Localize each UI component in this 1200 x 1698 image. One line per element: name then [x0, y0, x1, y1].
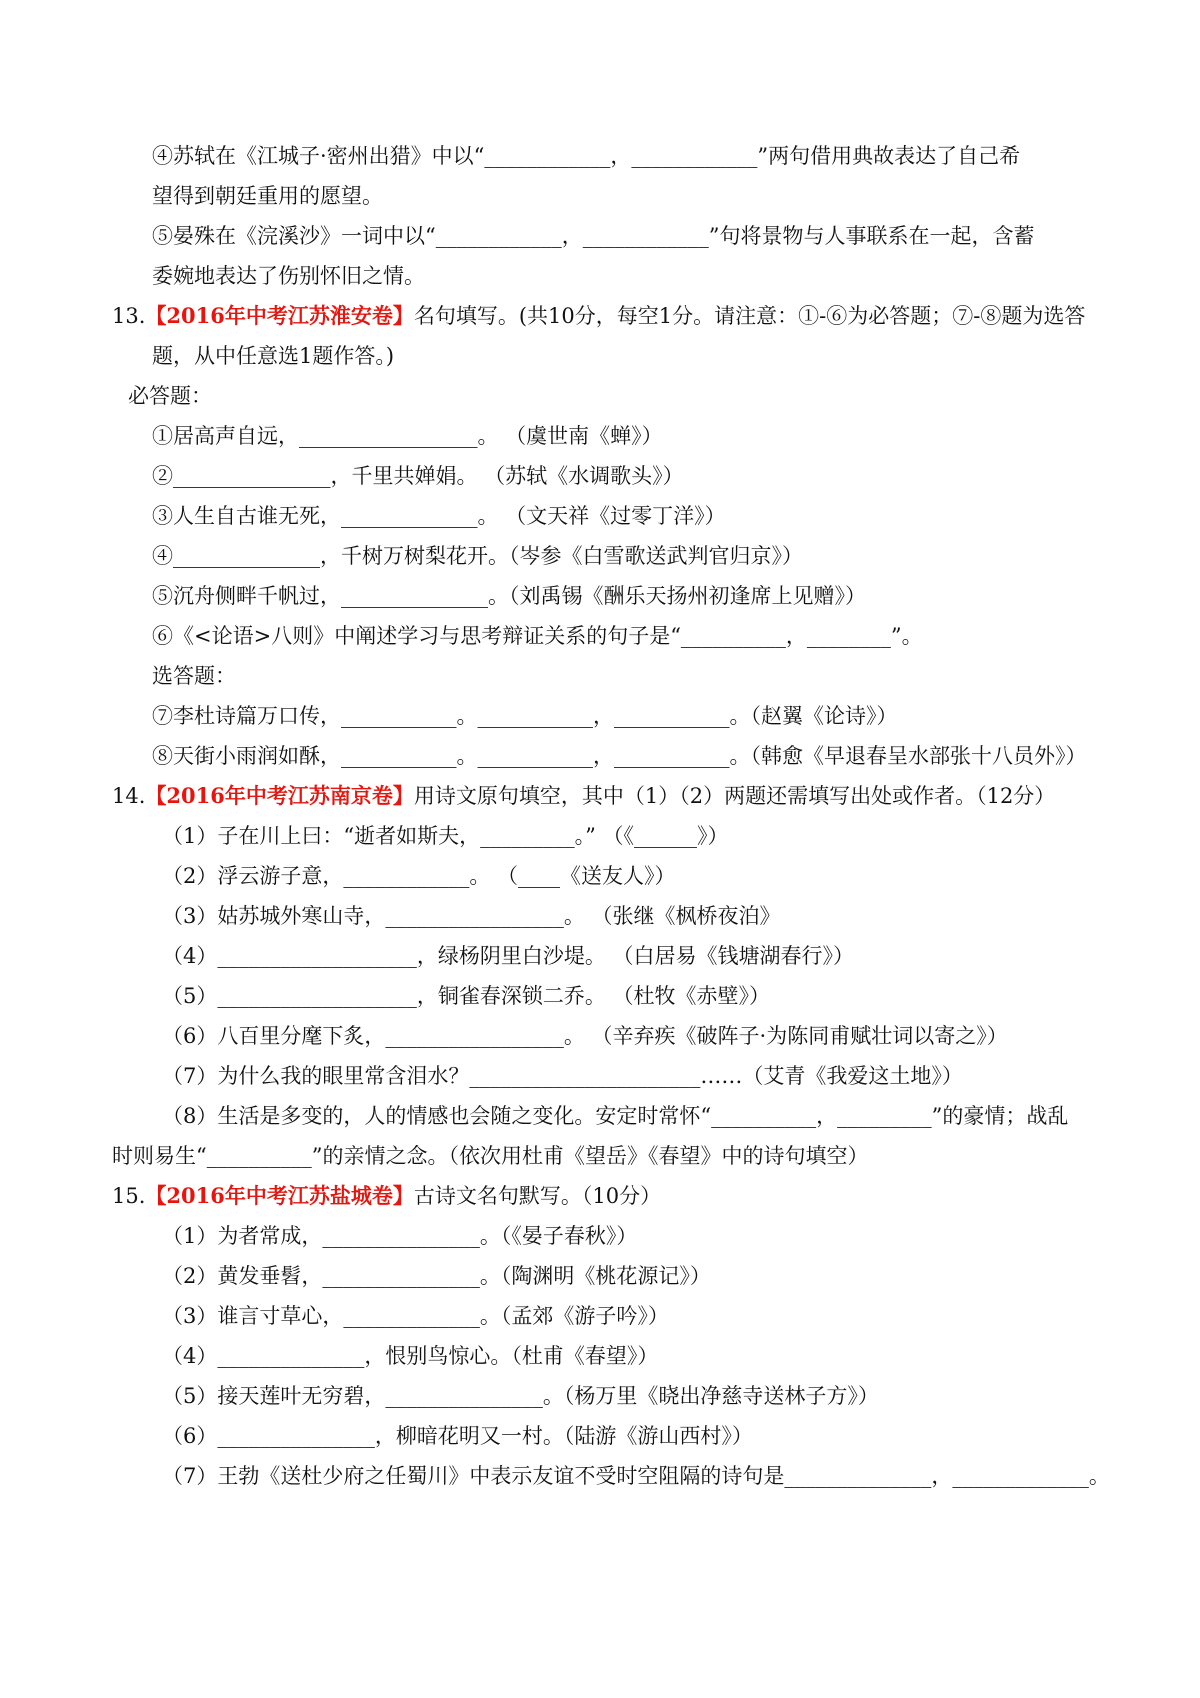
- line-text: （8）生活是多变的，人的情感也会随之变化。安定时常怀“__________，_________”的豪情；战乱: [162, 1104, 1069, 1128]
- line-text: （1）子在川上曰：“逝者如斯夫，_________。” （《______》）: [162, 824, 729, 848]
- text-line-l07: [128, 382, 212, 410]
- text-line-l13: [152, 622, 923, 650]
- line-text: （2）浮云游子意，____________。 （____《送友人》）: [162, 864, 676, 888]
- line-text: （3）谁言寸草心，_____________。（孟郊《游子吟》）: [162, 1304, 669, 1328]
- text-line-l30: [162, 1302, 669, 1330]
- line-text: ④苏轼在《江城子·密州出猎》中以“____________，____________”两句借用典故表达了自己希: [152, 144, 1021, 168]
- line-text: 用诗文原句填空，其中（1）（2）两题还需填写出处或作者。（12分）: [413, 784, 1056, 808]
- line-text: （3）姑苏城外寒山寺，_________________。 （张继《枫桥夜泊》: [162, 904, 781, 928]
- text-line-l18: [162, 822, 729, 850]
- text-line-l20: [162, 902, 781, 930]
- line-text: 题，从中任意选1题作答。): [152, 344, 395, 368]
- text-line-l01: [152, 142, 1020, 170]
- line-text: （6）_______________，柳暗花明又一村。（陆游《游山西村》）: [162, 1424, 753, 1448]
- text-line-l16: [152, 742, 1087, 770]
- line-text: ⑤沉舟侧畔千帆过，______________。（刘禹锡《酬乐天扬州初逢席上见赠》）: [152, 584, 866, 608]
- line-text: （7）为什么我的眼里常含泪水？______________________……（艾青《我爱这土地》）: [162, 1064, 963, 1088]
- exam-source-tag: 【2016年中考江苏南京卷】: [145, 783, 414, 808]
- line-text: （2）黄发垂髫，_______________。（陶渊明《桃花源记》）: [162, 1264, 711, 1288]
- line-text: ③人生自古谁无死，_____________。 （文天祥《过零丁洋》）: [152, 504, 726, 528]
- text-line-l33: [162, 1422, 753, 1450]
- text-line-l05: [112, 302, 1085, 330]
- text-line-l12: [152, 582, 866, 610]
- text-line-l14: [152, 662, 236, 690]
- line-text: ⑦李杜诗篇万口传，___________。___________，___________。（赵翼《论诗》）: [152, 704, 898, 728]
- text-line-l28: [162, 1222, 637, 1250]
- text-line-l10: [152, 502, 726, 530]
- line-text: ①居高声自远，_________________。 （虞世南《蝉》）: [152, 424, 663, 448]
- text-line-l23: [162, 1022, 1008, 1050]
- line-text: ⑤晏殊在《浣溪沙》一词中以“____________，____________”句将景物与人事联系在一起，含蓄: [152, 224, 1035, 248]
- text-line-l08: [152, 422, 663, 450]
- exam-source-tag: 【2016年中考江苏淮安卷】: [145, 303, 414, 328]
- text-line-l26: [112, 1142, 868, 1170]
- text-line-l04: [152, 262, 425, 290]
- text-line-l17: [112, 782, 1055, 810]
- line-text: ⑥《<论语>八则》中阐述学习与思考辩证关系的句子是“__________，________”。: [152, 624, 923, 648]
- line-text: 望得到朝廷重用的愿望。: [152, 184, 383, 208]
- text-line-l31: [162, 1342, 658, 1370]
- line-text: ④______________，千树万树梨花开。（岑参《白雪歌送武判官归京》）: [152, 544, 803, 568]
- line-text: ②_______________，千里共婵娟。 （苏轼《水调歌头》）: [152, 464, 684, 488]
- line-text: （5）___________________，铜雀春深锁二乔。 （杜牧《赤壁》）: [162, 984, 771, 1008]
- exam-source-tag: 【2016年中考江苏盐城卷】: [145, 1183, 414, 1208]
- line-text: 必答题：: [128, 384, 212, 408]
- text-line-l09: [152, 462, 684, 490]
- text-line-l32: [162, 1382, 879, 1410]
- text-line-l11: [152, 542, 803, 570]
- line-text: （4）___________________，绿杨阴里白沙堤。 （白居易《钱塘湖春行》）: [162, 944, 855, 968]
- text-line-l21: [162, 942, 854, 970]
- line-text: 古诗文名句默写。（10分）: [413, 1184, 662, 1208]
- text-line-l27: [112, 1182, 661, 1210]
- line-text: （5）接天莲叶无穷碧，_______________。（杨万里《晓出净慈寺送林子方》）: [162, 1384, 879, 1408]
- line-text: 名句填写。(共10分，每空1分。请注意：①-⑥为必答题；⑦-⑧题为选答: [413, 304, 1086, 328]
- text-line-l06: [152, 342, 394, 370]
- line-text: 选答题：: [152, 664, 236, 688]
- text-line-l29: [162, 1262, 711, 1290]
- line-text: （4）______________，恨别鸟惊心。（杜甫《春望》）: [162, 1344, 659, 1368]
- line-text: （1）为者常成，_______________。（《晏子春秋》）: [162, 1224, 638, 1248]
- text-line-l24: [162, 1062, 963, 1090]
- line-text: ⑧天街小雨润如酥，___________。___________，___________。（韩愈《早退春呈水部张十八员外》）: [152, 744, 1087, 768]
- line-text: 时则易生“__________”的亲情之念。（依次用杜甫《望岳》《春望》中的诗句填空）: [112, 1144, 869, 1168]
- text-line-l19: [162, 862, 676, 890]
- line-text: （6）八百里分麾下炙，_________________。 （辛弃疾《破阵子·为陈同甫赋壮词以寄之》）: [162, 1024, 1008, 1048]
- text-line-l03: [152, 222, 1034, 250]
- question-number: 13.: [112, 304, 146, 328]
- text-line-l22: [162, 982, 770, 1010]
- question-number: 15.: [112, 1184, 146, 1208]
- text-line-l02: [152, 182, 383, 210]
- text-line-l25: [162, 1102, 1068, 1130]
- question-number: 14.: [112, 784, 146, 808]
- line-text: （7）王勃《送杜少府之任蜀川》中表示友谊不受时空阻隔的诗句是______________，_____________。: [162, 1464, 1110, 1488]
- text-line-l15: [152, 702, 898, 730]
- text-line-l34: [162, 1462, 1110, 1490]
- line-text: 委婉地表达了伤别怀旧之情。: [152, 264, 425, 288]
